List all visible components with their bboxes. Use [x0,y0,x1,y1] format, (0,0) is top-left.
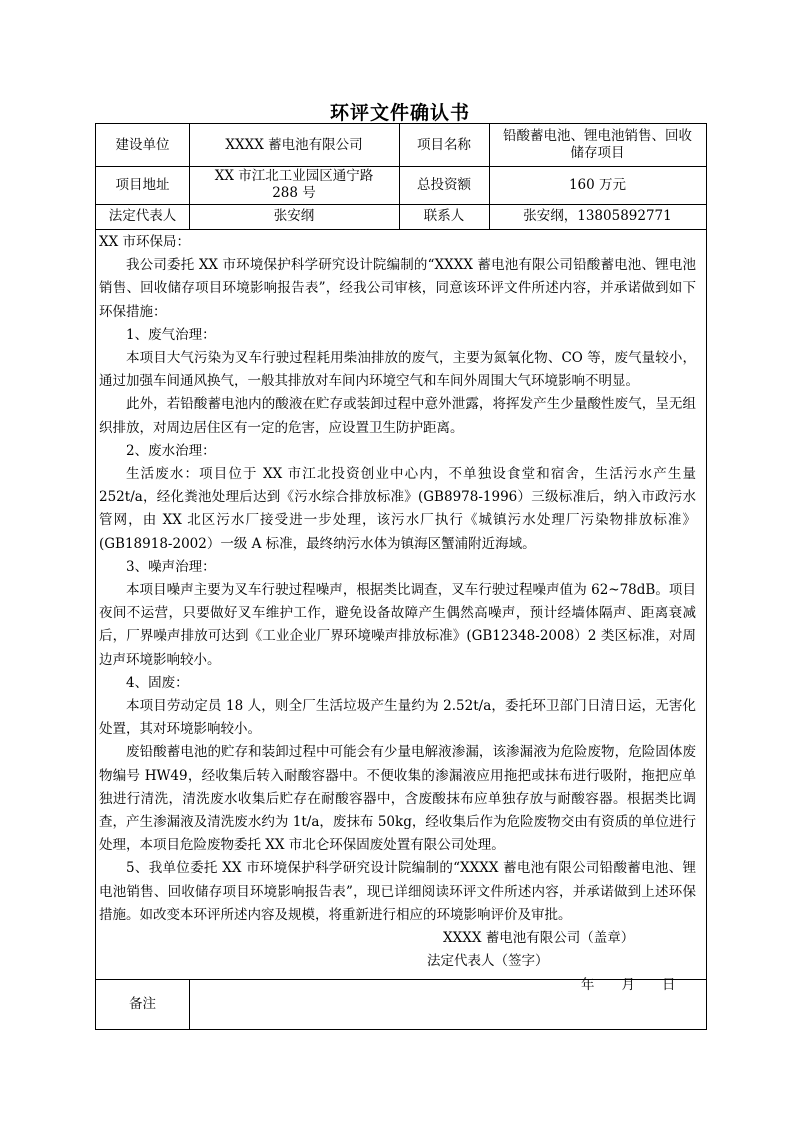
representative-signature-line: 法定代表人（签字） [427,953,549,970]
paragraph: 本项目劳动定员 18 人，则全厂生活垃圾产生量约为 2.52t/a，委托环卫部门日清日运，无害化处置，其对环境影响较小。 [99,698,696,738]
total-investment-value: 160 万元 [568,176,627,193]
paragraph: 本项目噪声主要为叉车行驶过程噪声，根据类比调查，叉车行驶过程噪声值为 62~78dB。项目夜间不运营，只要做好叉车维护工作，避免设备故障产生偶然高噪声，预计经墙体隔声、距离衰减后，厂界噪声排放可达到《工业企业厂界环境噪声排放标准》(GB12348-2008）2 类区标准，对周边声环境影响较小。 [99,582,696,668]
company-seal-line: XXXX 蓄电池有限公司（盖章） [443,930,635,947]
confirmation-form [95,123,707,1030]
construction-unit-label: 建设单位 [115,136,170,153]
paragraph: 生活废水：项目位于 XX 市江北投资创业中心内，不单独设食堂和宿舍，生活污水产生量 252t/a，经化粪池处理后达到《污水综合排放标准》(GB8978-1996）三级标准后，纳入市政污水管网，由 XX 北区污水厂接受进一步处理，该污水厂执行《城镇污水处理厂污染物排放标准》(GB18918-2002）一级 A 标准，最终纳污水体为镇海区蟹浦附近海域。 [99,466,696,552]
project-name-label: 项目名称 [417,136,471,153]
remarks-label: 备注 [129,995,156,1012]
legal-representative-label: 法定代表人 [108,208,177,224]
project-address-label: 项目地址 [115,176,170,193]
section-heading-exhaust: 1、废气治理： [126,326,216,343]
section-heading-wastewater: 2、废水治理： [126,442,216,459]
document-title: 环评文件确认书 [329,102,470,124]
contact-label: 联系人 [423,208,465,224]
contact-value: 张安纲，13805892771 [523,208,672,224]
paragraph: 废铅酸蓄电池的贮存和装卸过程中可能会有少量电解液渗漏，该渗漏液为危险废物，危险固体废物编号 HW49，经收集后转入耐酸容器中。不便收集的渗漏液应用拖把或抹布进行吸附，拖把应单独进行清洗，清洗废水收集后贮存在耐酸容器中，含废酸抹布应单独存放与耐酸容器。根据类比调查，产生渗漏液及清洗废水约为 1t/a，废抹布 50kg，经收集后作为危险废物交由有资质的单位进行处理，本项目危险废物委托 XX 市北仑环保固废处置有限公司处理。 [99,744,696,854]
row-divider [96,229,706,230]
section-heading-noise: 3、噪声治理： [126,558,216,575]
paragraph: 此外，若铅酸蓄电池内的酸液在贮存或装卸过程中意外泄露，将挥发产生少量酸性废气，呈无组织排放，对周边居住区有一定的危害，应设置卫生防护距离。 [99,396,696,436]
project-name-value: 铅酸蓄电池、锂电池销售、回收储存项目 [503,128,692,161]
date-line: 年 月 日 [581,976,676,993]
construction-unit-value: XXXX 蓄电池有限公司 [225,136,363,153]
remarks-field[interactable] [189,979,706,1029]
intro-paragraph: 我公司委托 XX 市环境保护科学研究设计院编制的“XXXX 蓄电池有限公司铅酸蓄电池、锂电池销售、回收储存项目环境影响报告表”，经我公司审核，同意该环评文件所述内容，并承诺做到如下环保措施： [99,257,696,320]
addressee: XX 市环保局： [99,234,191,250]
letter-body [96,231,706,997]
project-address-value: XX 市江北工业园区通宁路 288 号 [214,168,374,201]
total-investment-label: 总投资额 [417,176,471,193]
legal-representative-value: 张安纲 [273,208,315,224]
commitment-paragraph: 5、我单位委托 XX 市环境保护科学研究设计院编制的“XXXX 蓄电池有限公司铅酸蓄电池、锂电池销售、回收储存项目环境影响报告表”，现已详细阅读环评文件所述内容，并承诺做到上述环保措施。如改变本环评所述内容及规模，将重新进行相应的环境影响评价及审批。 [99,860,696,923]
paragraph: 本项目大气污染为叉车行驶过程耗用柴油排放的废气，主要为氮氧化物、CO 等，废气量较小，通过加强车间通风换气，一般其排放对车间内环境空气和车间外周围大气环境影响不明显。 [99,350,696,390]
section-heading-solid-waste: 4、固废： [126,674,189,691]
